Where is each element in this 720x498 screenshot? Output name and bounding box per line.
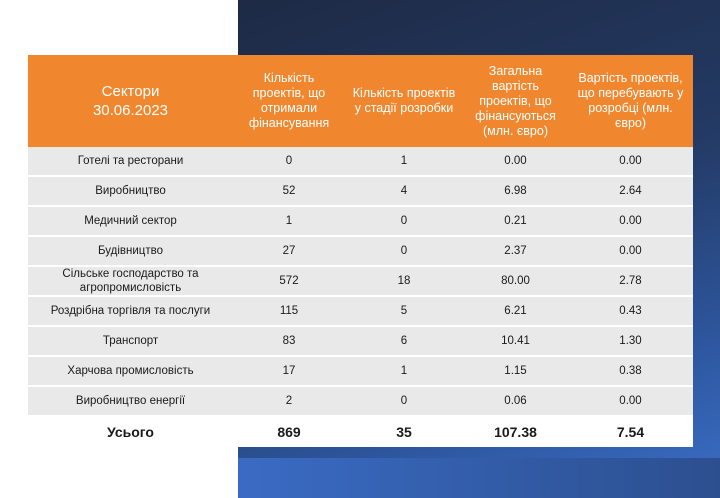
development-value: 0.43 xyxy=(568,296,693,326)
header-funded-count: Кількість проектів, що отримали фінансування xyxy=(233,55,345,147)
background-panel-lower xyxy=(238,458,720,498)
development-value: 2.78 xyxy=(568,266,693,296)
sector-name: Роздрібна торгівля та послуги xyxy=(28,296,233,326)
development-value: 0.00 xyxy=(568,147,693,176)
total-funded-value: 107.38 xyxy=(463,416,568,447)
funded-count: 27 xyxy=(233,236,345,266)
in-development-count: 0 xyxy=(345,206,463,236)
sector-name: Готелі та ресторани xyxy=(28,147,233,176)
funded-count: 83 xyxy=(233,326,345,356)
header-in-development-count: Кількість проектів у стадії розробки xyxy=(345,55,463,147)
in-development-count: 1 xyxy=(345,356,463,386)
total-in-development-count: 35 xyxy=(345,416,463,447)
sector-name: Харчова промисловість xyxy=(28,356,233,386)
funded-value: 80.00 xyxy=(463,266,568,296)
funded-value: 6.21 xyxy=(463,296,568,326)
table-row xyxy=(28,326,693,356)
funded-count: 0 xyxy=(233,147,345,176)
funded-count: 572 xyxy=(233,266,345,296)
development-value: 2.64 xyxy=(568,176,693,206)
development-value: 0.00 xyxy=(568,236,693,266)
table-row xyxy=(28,266,693,296)
sector-table xyxy=(28,55,693,447)
header-sectors: Сектори 30.06.2023 xyxy=(28,55,233,147)
funded-value: 1.15 xyxy=(463,356,568,386)
development-value: 0.38 xyxy=(568,356,693,386)
in-development-count: 0 xyxy=(345,236,463,266)
table-row xyxy=(28,236,693,266)
table-row xyxy=(28,296,693,326)
sector-name: Медичний сектор xyxy=(28,206,233,236)
in-development-count: 18 xyxy=(345,266,463,296)
total-funded-count: 869 xyxy=(233,416,345,447)
table-row xyxy=(28,147,693,176)
funded-count: 52 xyxy=(233,176,345,206)
table-row xyxy=(28,206,693,236)
in-development-count: 1 xyxy=(345,147,463,176)
funded-value: 2.37 xyxy=(463,236,568,266)
funded-value: 0.06 xyxy=(463,386,568,416)
funded-count: 1 xyxy=(233,206,345,236)
total-label: Усього xyxy=(28,416,233,447)
funded-value: 10.41 xyxy=(463,326,568,356)
in-development-count: 4 xyxy=(345,176,463,206)
table-header-row xyxy=(28,55,693,147)
funded-value: 0.21 xyxy=(463,206,568,236)
sector-name: Виробництво xyxy=(28,176,233,206)
sector-name: Будівництво xyxy=(28,236,233,266)
table-row xyxy=(28,386,693,416)
development-value: 0.00 xyxy=(568,206,693,236)
total-row xyxy=(28,416,693,447)
funded-count: 115 xyxy=(233,296,345,326)
in-development-count: 0 xyxy=(345,386,463,416)
table-row xyxy=(28,176,693,206)
development-value: 1.30 xyxy=(568,326,693,356)
table-row xyxy=(28,356,693,386)
funded-count: 2 xyxy=(233,386,345,416)
sector-name: Транспорт xyxy=(28,326,233,356)
total-development-value: 7.54 xyxy=(568,416,693,447)
funded-value: 6.98 xyxy=(463,176,568,206)
sector-name: Сільське господарство та агропромисловість xyxy=(28,266,233,296)
header-development-value: Вартість проектів, що перебувають у розробці (млн. євро) xyxy=(568,55,693,147)
funded-count: 17 xyxy=(233,356,345,386)
in-development-count: 5 xyxy=(345,296,463,326)
development-value: 0.00 xyxy=(568,386,693,416)
sector-name: Виробництво енергії xyxy=(28,386,233,416)
funded-value: 0.00 xyxy=(463,147,568,176)
header-funded-value: Загальна вартість проектів, що фінансуються (млн. євро) xyxy=(463,55,568,147)
in-development-count: 6 xyxy=(345,326,463,356)
